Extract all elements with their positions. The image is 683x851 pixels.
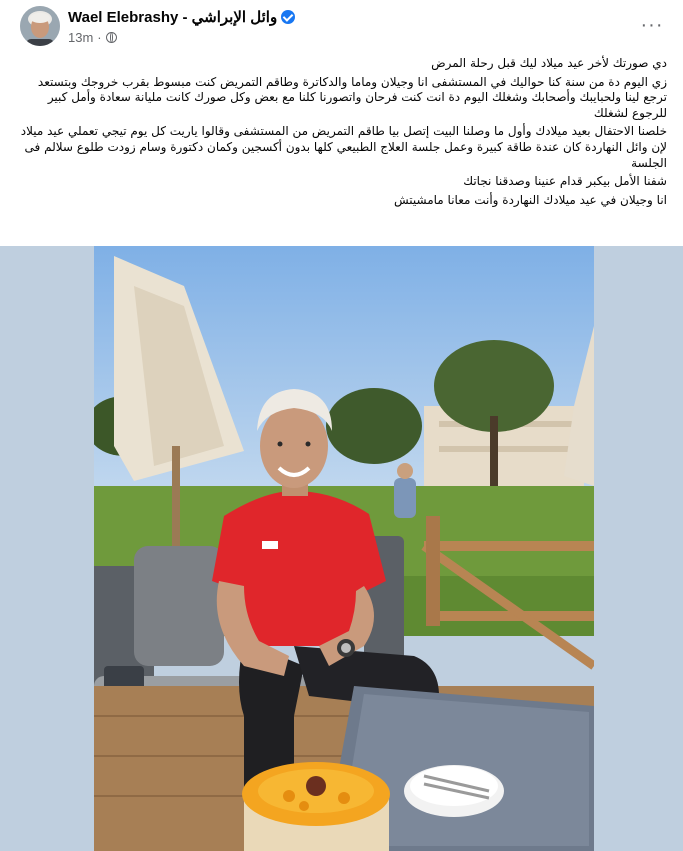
photo-illustration [94,246,594,851]
post-paragraph-5: انا وجيلان في عيد ميلادك النهاردة وأنت معانا مامشيتش [393,192,667,207]
post-text [16,56,667,211]
post-photo[interactable] [94,246,594,851]
post-header [0,0,683,52]
post-meta [68,30,117,45]
more-options-icon: ··· [640,13,664,36]
separator-dot: · [97,30,102,45]
author-name-text[interactable]: Wael Elebrashy - وائل الإبراشي [68,9,278,26]
post-paragraph-4: شفنا الأمل بيكبر قدام عنينا وصدقنا نجاتك [463,174,667,189]
author-name[interactable] [68,8,295,26]
avatar-image [20,6,60,46]
post-paragraph-2: زي اليوم دة من سنة كنا حواليك في المستشفى انا وجيلان وماما والدكاترة وطاقم التمريض كنت مبسوط بقرب خروجك وبتستعد ترجع لينا ولحبايبك وأصحابك وشغلك اليوم دة انت كنت فرحان واتصورنا كلنا مع بعض وكل صورك كانت مليانة سعادة وأمل كبير للرجوع لشغلك [37,74,667,120]
post-paragraph-3: خلصنا الاحتفال بعيد ميلادك وأول ما وصلنا البيت إتصل بيا طاقم التمريض من المستشفى وقالوا ياريت كل يوم تيجي تعملي عيد ميلاد لإن وائل النهاردة كان عندة طاقة كبيرة وعمل جلسة العلاج الطبيعي كلها بدون أكسجين وكمان دكتورة وسام زودت طلوع سلالم فى الجلسة [20,124,667,170]
more-options-button[interactable] [637,10,667,40]
avatar[interactable] [20,6,60,46]
post-paragraph-1: دي صورتك لأخر عيد ميلاد ليك قبل رحلة المرض [431,56,667,70]
timestamp[interactable]: 13m [68,30,94,45]
verified-badge-icon [281,10,295,24]
globe-icon[interactable] [106,32,117,43]
